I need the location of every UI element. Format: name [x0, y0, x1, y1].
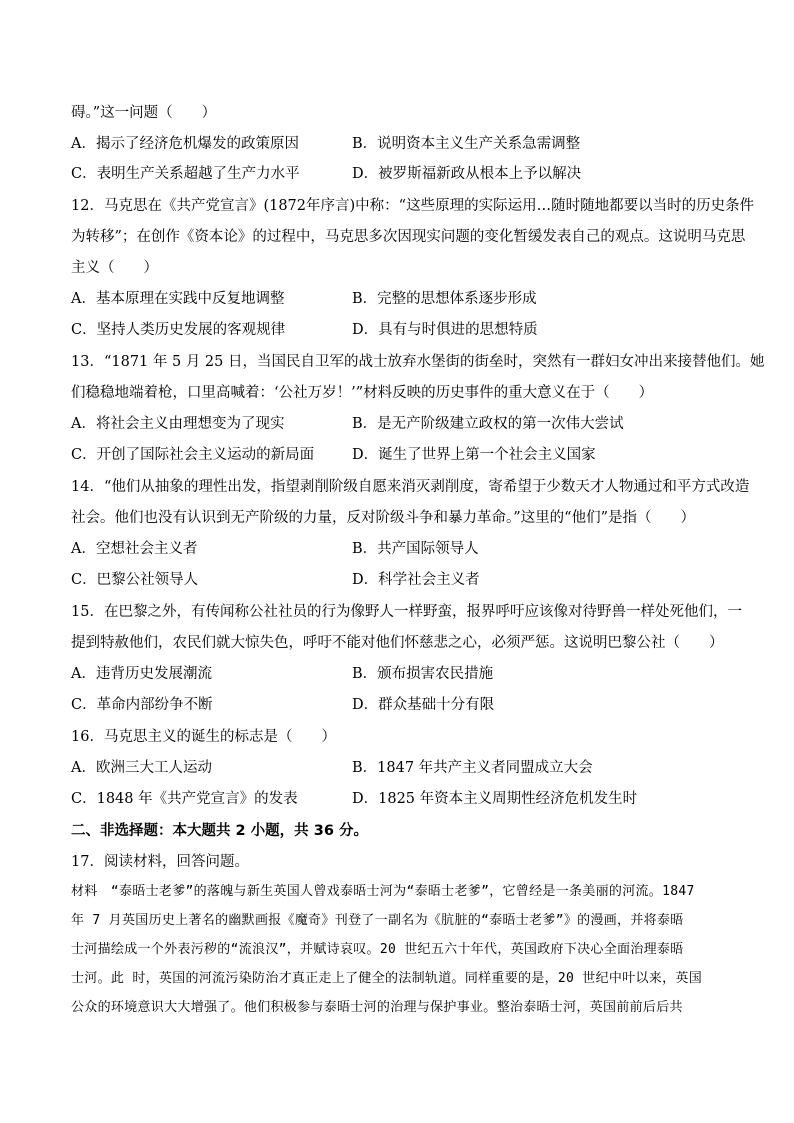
q16-options-row-2 [71, 788, 723, 810]
q13-option-a[interactable]: A．将社会主义由理想变为了现实 [71, 416, 285, 432]
q13-options-row-2 [71, 444, 723, 466]
q17-title: 17．阅读材料，回答问题。 [71, 854, 249, 870]
q11-option-a[interactable]: A．揭示了经济危机爆发的政策原因 [71, 136, 299, 152]
q16-stem-line-1: 16．马克思主义的诞生的标志是（ ） [71, 729, 336, 745]
q14-option-b[interactable]: B．共产国际领导人 [352, 541, 479, 557]
q11-options-row-1 [71, 133, 723, 155]
q12-option-c[interactable]: C．坚持人类历史发展的客观规律 [71, 322, 286, 338]
q12-stem-line-2: 为转移”；在创作《资本论》的过程中，马克思多次因现实问题的变化暂缓发表自己的观点。这说明马克思 [71, 229, 746, 245]
q15-stem-line-2: 提到特赦他们，农民们就大惊失色，呼吁不能对他们怀慈悲之心，必须严惩。这说明巴黎公社（ ） [71, 635, 724, 651]
material-line-4: 士河。此 时，英国的河流污染防治才真正走上了健全的法制轨道。同样重要的是，20 世纪中叶以来，英国 [71, 971, 703, 986]
q16-option-d[interactable]: D．1825 年资本主义周期性经济危机发生时 [352, 791, 638, 807]
q13-option-c[interactable]: C．开创了国际社会主义运动的新局面 [71, 447, 315, 463]
q14-options-row-2 [71, 569, 723, 591]
q15-options-row-2 [71, 694, 723, 716]
material-line-2: 年 7 月英国历史上著名的幽默画报《魔奇》刊登了一副名为《肮脏的“泰晤士老爹”》的漫画，并将泰晤 [71, 913, 684, 928]
q16-option-c[interactable]: C．1848 年《共产党宣言》的发表 [71, 791, 298, 807]
q14-options-row-1 [71, 538, 723, 560]
q12-stem-line-1: 12．马克思在《共产党宣言》(1872年序言)中称：“这些原理的实际运用…随时随地都要以当时的历史条件 [71, 198, 755, 214]
q16-option-b[interactable]: B．1847 年共产主义者同盟成立大会 [352, 760, 593, 776]
q13-option-d[interactable]: D．诞生了世界上第一个社会主义国家 [352, 447, 596, 463]
q12-stem-line-3: 主义（ ） [71, 260, 158, 276]
q16-options-row-1 [71, 757, 723, 779]
q15-option-d[interactable]: D．群众基础十分有限 [352, 697, 495, 713]
section-heading: 二、非选择题：本大题共 2 小题，共 36 分。 [71, 823, 368, 839]
q15-option-a[interactable]: A．违背历史发展潮流 [71, 666, 212, 682]
q14-option-d[interactable]: D．科学社会主义者 [352, 572, 480, 588]
q12-options-row-2 [71, 319, 723, 341]
q15-option-b[interactable]: B．颁布损害农民措施 [352, 666, 494, 682]
q16-option-a[interactable]: A．欧洲三大工人运动 [71, 760, 212, 776]
q13-stem-line-2: 们稳稳地端着枪，口里高喊着：‘公社万岁！’”材料反映的历史事件的重大意义在于（ ） [71, 385, 654, 401]
q11-option-d[interactable]: D．被罗斯福新政从根本上予以解决 [352, 166, 582, 182]
q13-stem-line-1: 13．“1871 年 5 月 25 日，当国民自卫军的战士放弃水堡街的街垒时，突然有一群妇女冲出来接替他们。她 [71, 354, 765, 370]
material-line-1: 材料 “泰晤士老爹”的落魄与新生英国人曾戏泰晤士河为“泰晤士老爹”，它曾经是一条美丽的河流。1847 [71, 884, 695, 899]
q15-option-c[interactable]: C．革命内部纷争不断 [71, 697, 213, 713]
q14-option-a[interactable]: A．空想社会主义者 [71, 541, 198, 557]
material-line-3: 士河描绘成一个外表污秽的“流浪汉”，并赋诗哀叹。20 世纪五六十年代，英国政府下决心全面治理泰晤 [71, 942, 684, 957]
q14-option-c[interactable]: C．巴黎公社领导人 [71, 572, 199, 588]
q14-stem-line-1: 14．“他们从抽象的理性出发，指望剥削阶级自愿来消灭剥削度，寄希望于少数天才人物通过和平方式改造 [71, 479, 750, 495]
q11-options-row-2 [71, 163, 723, 185]
q12-option-a[interactable]: A．基本原理在实践中反复地调整 [71, 291, 285, 307]
q12-option-b[interactable]: B．完整的思想体系逐步形成 [352, 291, 537, 307]
q13-options-row-1 [71, 413, 723, 435]
q11-option-b[interactable]: B．说明资本主义生产关系急需调整 [352, 136, 581, 152]
q11-option-c[interactable]: C．表明生产关系超越了生产力水平 [71, 166, 300, 182]
q15-options-row-1 [71, 663, 723, 685]
q12-option-d[interactable]: D．具有与时俱进的思想特质 [352, 322, 538, 338]
material-line-5: 公众的环境意识大大增强了。他们积极参与泰晤士河的治理与保护事业。整治泰晤士河，英国前前后后共 [71, 1000, 683, 1015]
q14-stem-line-2: 社会。他们也没有认识到无产阶级的力量，反对阶级斗争和暴力革命。”这里的“他们”是指（ ） [71, 510, 695, 526]
q12-options-row-1 [71, 288, 723, 310]
q15-stem-line-1: 15．在巴黎之外，有传闻称公社社员的行为像野人一样野蛮，报界呼吁应该像对待野兽一样处死他们，一 [71, 604, 742, 620]
q13-option-b[interactable]: B．是无产阶级建立政权的第一次伟大尝试 [352, 416, 624, 432]
q11-stem-tail: 碍。”这一问题（ ） [71, 105, 217, 121]
